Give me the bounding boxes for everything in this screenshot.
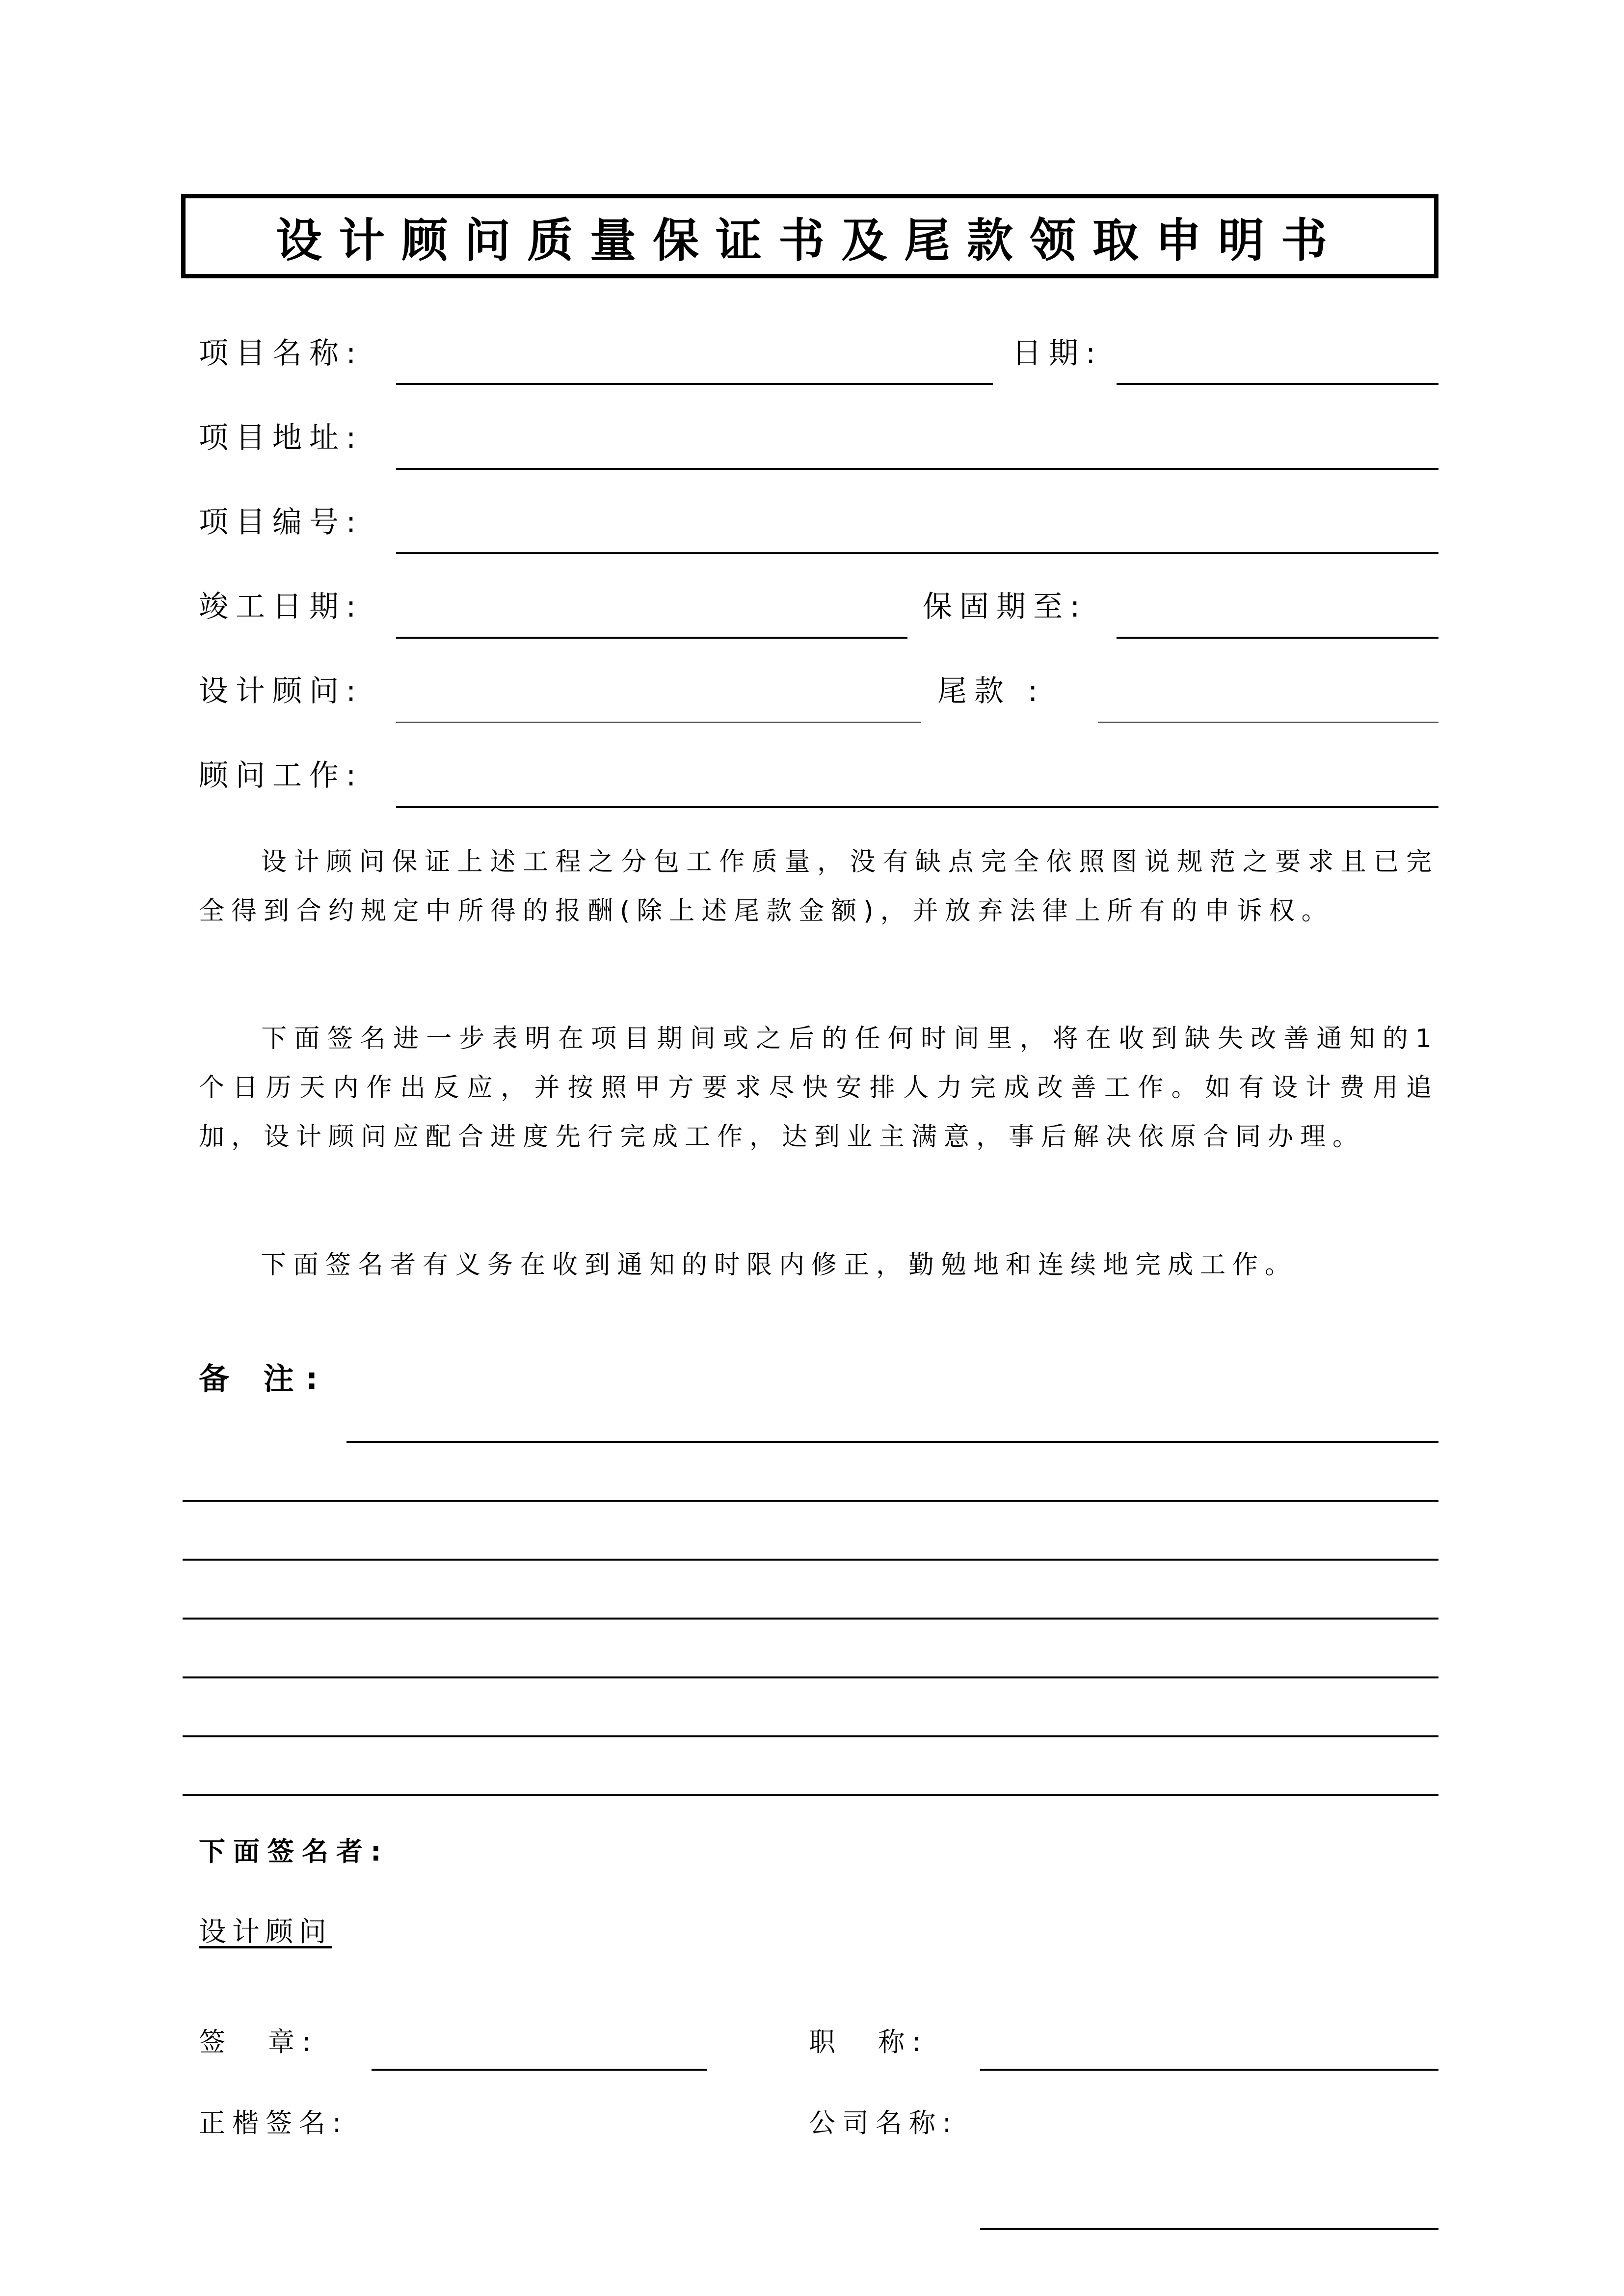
remarks-line-5[interactable] xyxy=(183,1676,1438,1678)
paragraph-1-text: 设计顾问保证上述工程之分包工作质量，没有缺点完全依照图说规范之要求且已完全得到合约规定中所得的报酬(除上述尾款金额)，并放弃法律上所有的申诉权。 xyxy=(199,847,1438,926)
project-number-label: 项目编号: xyxy=(199,505,364,540)
date-label: 日期: xyxy=(1012,336,1103,371)
paragraph-3-text: 下面签名者有义务在收到通知的时限内修正，勤勉地和连续地完成工作。 xyxy=(261,1250,1298,1280)
consultant-work-label: 顾问工作: xyxy=(199,758,364,793)
final-payment-label: 尾款 : xyxy=(937,674,1045,708)
signatory-heading: 下面签名者: xyxy=(199,1836,389,1867)
warranty-until-field[interactable] xyxy=(1117,637,1438,639)
signatory-role: 设计顾问 xyxy=(199,1916,332,1948)
project-name-field[interactable] xyxy=(396,383,993,385)
project-name-label: 项目名称: xyxy=(199,336,364,371)
warranty-until-label: 保固期至: xyxy=(923,590,1088,624)
remarks-line-4[interactable] xyxy=(183,1618,1438,1620)
date-field[interactable] xyxy=(1117,383,1438,385)
paragraph-1 xyxy=(199,837,1438,936)
paragraph-2-text: 下面签名进一步表明在项目期间或之后的任何时间里，将在收到缺失改善通知的1个日历天内作出反应，并按照甲方要求尽快安排人力完成改善工作。如有设计费用追加，设计顾问应配合进度先行完成工作，达到业主满意，事后解决依原合同办理。 xyxy=(199,1024,1438,1152)
design-consultant-field[interactable] xyxy=(396,722,921,723)
paragraph-3 xyxy=(199,1241,1438,1290)
completion-date-field[interactable] xyxy=(396,637,907,639)
consultant-work-field[interactable] xyxy=(396,806,1438,808)
design-consultant-label: 设计顾问: xyxy=(199,674,364,708)
project-number-field[interactable] xyxy=(396,552,1438,554)
seal-field[interactable] xyxy=(372,2069,707,2071)
job-title-field[interactable] xyxy=(980,2069,1438,2071)
title-box xyxy=(181,194,1438,278)
project-address-field[interactable] xyxy=(396,468,1438,470)
final-payment-field[interactable] xyxy=(1098,722,1438,723)
paragraph-2 xyxy=(199,1014,1438,1162)
remarks-line-7[interactable] xyxy=(183,1794,1438,1796)
completion-date-label: 竣工日期: xyxy=(199,590,364,624)
remarks-line-1[interactable] xyxy=(346,1441,1438,1443)
remarks-line-2[interactable] xyxy=(183,1500,1438,1502)
remarks-line-3[interactable] xyxy=(183,1559,1438,1561)
remarks-label: 备 注: xyxy=(199,1361,330,1397)
job-title-label: 职 称: xyxy=(809,2026,929,2057)
company-label: 公司名称: xyxy=(809,2107,958,2138)
seal-label: 签 章: xyxy=(199,2026,319,2057)
company-field[interactable] xyxy=(980,2228,1438,2230)
remarks-line-6[interactable] xyxy=(183,1735,1438,1737)
document-title: 设计顾问质量保证书及尾款领取申明书 xyxy=(275,214,1344,268)
project-address-label: 项目地址: xyxy=(199,421,364,455)
print-name-label: 正楷签名: xyxy=(199,2107,348,2138)
